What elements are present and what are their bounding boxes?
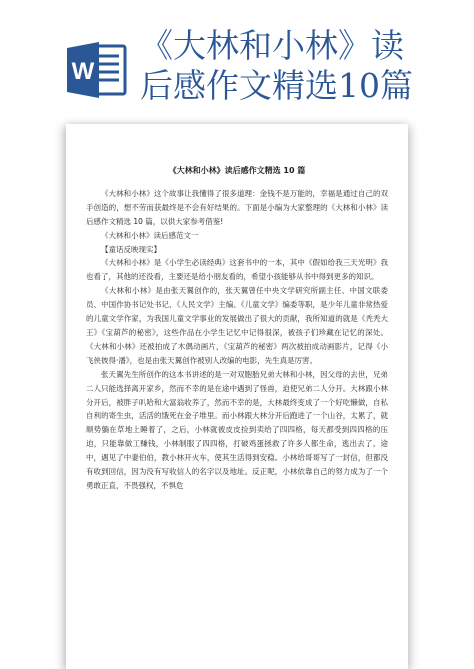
document-title: 《大林和小林》读后感作文精选 10 篇	[168, 166, 306, 175]
subsection-heading: 【童话反映现实】	[101, 244, 161, 254]
intro-paragraph: 《大林和小林》这个故事让我懂得了很多道理：金钱不是万能的，幸福是通过自己的双手创造的，想不劳而获最终是不会有好结果的。下面是小编为大家整理的《大林和小林》读后感作文精选 10 篇，以供大家参考借鉴!	[86, 188, 388, 226]
section-heading: 《大林和小林》读后感范文一	[101, 230, 199, 240]
title-line-1: 《大林和小林》读	[140, 26, 404, 65]
body-paragraph: 《大林和小林》是由张天翼创作的，张天翼曾任中央文学研究所副主任、中国文联委员、中国作协书记处书记、《人民文学》主编、《儿童文学》编委等职，是少年儿童非常热爱的儿童文学作家，为我国儿童文学事业的发展做出了很大的贡献，我所知道的就是《秃秃大王》《宝葫芦的秘密》，这些作品在小学生记忆中记得很深，被孩子们珍藏在记忆的深处。《大林和小林》还被拍成了木偶动画片，《宝葫芦的秘密》两次被拍成动画影片，记得《小飞侠彼得·潘》，也是由张天翼创作被别人改编的电影，先生真是厉害。	[86, 286, 388, 365]
page-title	[140, 26, 470, 106]
body-paragraph: 张天翼先生所创作的这本书讲述的是一对双胞胎兄弟大林和小林，因父母的去世，兄弟二人只能选择离开家乡，然而不幸的是在途中遇到了怪兽，迫使兄弟二人分开。大林跟小林分开后，被胖子叭哈和大富翁收养了，然而不幸的是，大林最终变成了一个好吃懒做，自私自利的寄生虫，活活的饿死在金子堆里。而小林跟大林分开后跑进了一个山谷，太累了，就顺势躺在草地上睡着了，之后，小林就被皮皮捡到卖给了四四格，每天都受到四四格的压迫，只能靠做工赚钱，小林制服了四四格，打破鸡蛋拯救了许多人都生命，逃出去了。途中，遇见了中妻伯伯，教小林开火车，使其生活得到安稳。小林给哥哥写了一封信，但都没有收到回信，因为没有写收信人的名字以及地址。反正呢，小林依靠自己的努力成为了一个勇敢正直，不畏强权，不惧危	[86, 369, 388, 490]
header	[0, 0, 474, 118]
document-preview	[66, 124, 408, 669]
word-icon	[65, 38, 127, 102]
title-line-2: 后感作文精选10篇	[140, 66, 413, 105]
body-paragraph: 《大林和小林》是《小学生必读经典》这套书中的一本，其中《假如给我三天光明》我也看了，其他的还没看，主要还是给小朋友看的，希望小孩能够从书中得到更多的知识。	[86, 258, 388, 282]
document-body	[86, 164, 388, 493]
word-logo-letter: W	[71, 58, 95, 85]
